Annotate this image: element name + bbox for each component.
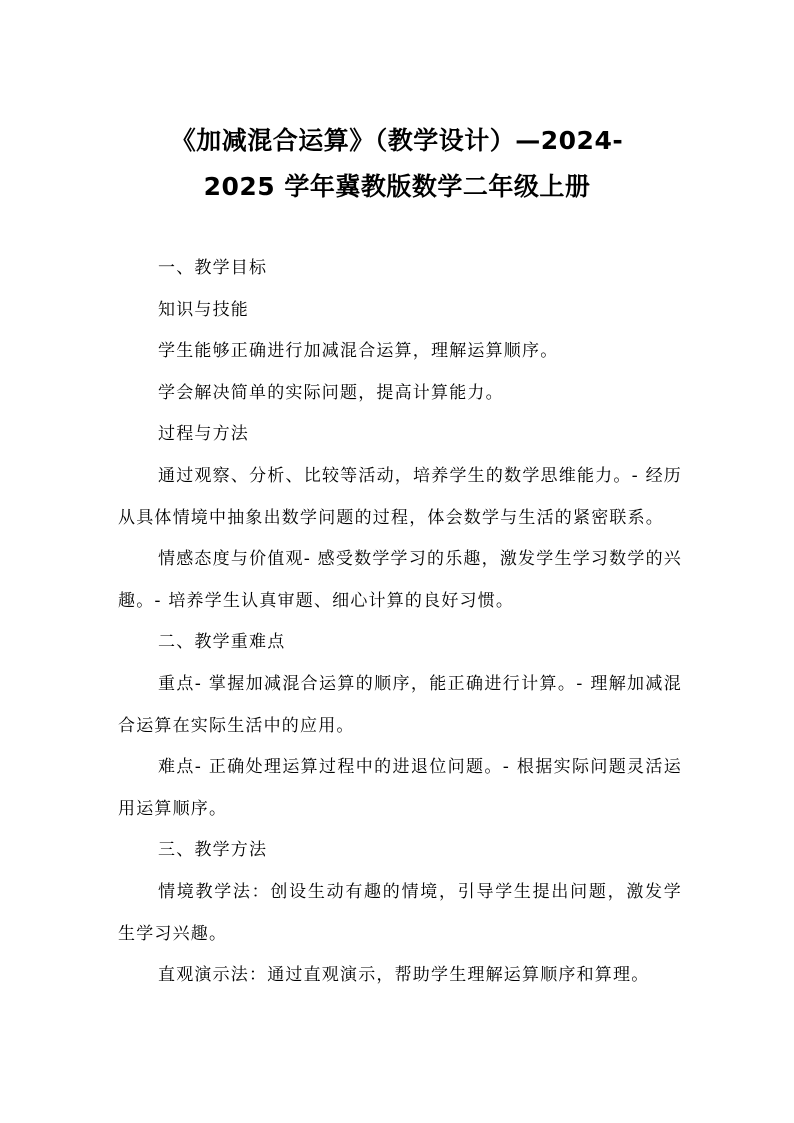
paragraph: 情境教学法：创设生动有趣的情境，引导学生提出问题，激发学生学习兴趣。 <box>118 881 682 944</box>
subheading-process-methods: 过程与方法 <box>158 424 249 445</box>
title-line-2: 2025 学年冀教版数学二年级上册 <box>203 172 591 201</box>
paragraph: 通过观察、分析、比较等活动，培养学生的数学思维能力。- 经历从具体情境中抽象出数学问题的过程，体会数学与生活的紧密联系。 <box>118 465 682 528</box>
paragraph: 学会解决简单的实际问题，提高计算能力。 <box>158 382 504 403</box>
heading-teaching-methods: 三、教学方法 <box>158 840 268 861</box>
document-title <box>100 118 694 210</box>
heading-teaching-objectives: 一、教学目标 <box>158 258 268 278</box>
paragraph: 直观演示法：通过直观演示，帮助学生理解运算顺序和算理。 <box>158 965 650 986</box>
document-body <box>118 248 682 997</box>
paragraph: 难点- 正确处理运算过程中的进退位问题。- 根据实际问题灵活运用运算顺序。 <box>118 757 682 819</box>
heading-key-difficult-points: 二、教学重难点 <box>158 632 286 653</box>
paragraph: 学生能够正确进行加减混合运算，理解运算顺序。 <box>158 341 559 362</box>
paragraph: 重点- 掌握加减混合运算的顺序，能正确进行计算。- 理解加减混合运算在实际生活中的应用。 <box>118 673 682 736</box>
paragraph: 情感态度与价值观- 感受数学学习的乐趣，激发学生学习数学的兴趣。- 培养学生认真审题、细心计算的良好习惯。 <box>118 549 682 611</box>
subheading-knowledge-skills: 知识与技能 <box>158 299 249 320</box>
title-line-1: 《加减混合运算》（教学设计）—2024- <box>170 126 624 155</box>
